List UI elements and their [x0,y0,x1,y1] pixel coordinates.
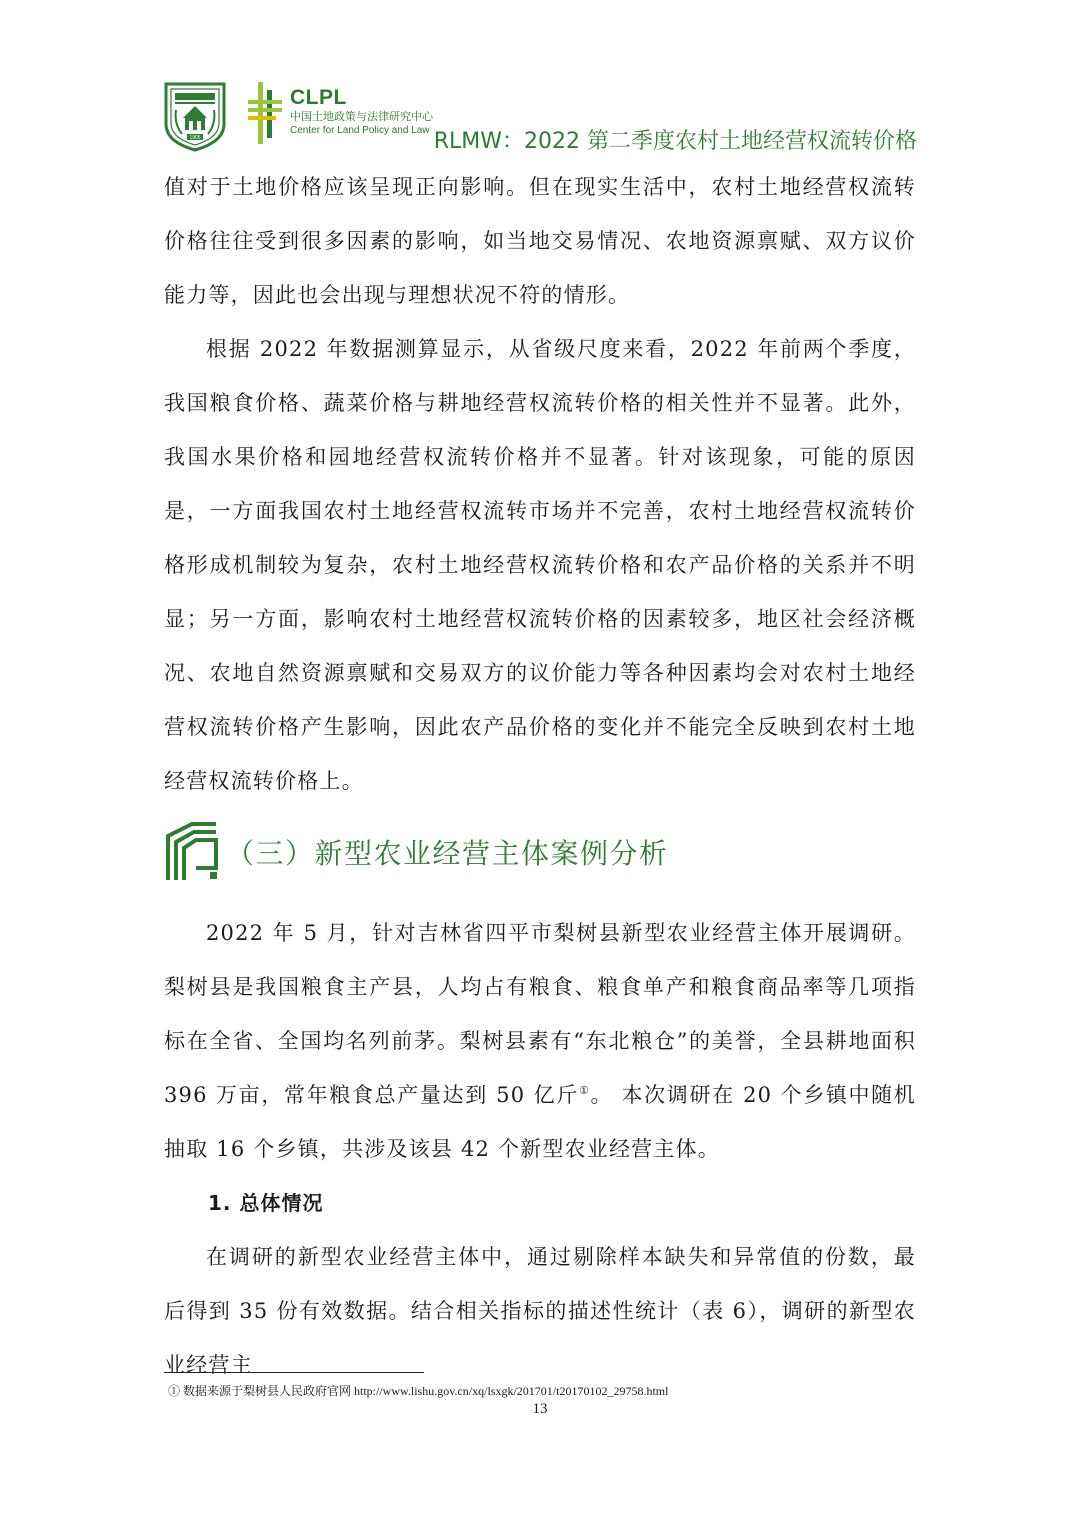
document-body [164,160,916,1392]
section-marker-icon [164,822,220,882]
clpl-mark-icon [246,80,286,146]
clpl-abbr: CLPL [290,86,347,109]
footnote-ref[interactable]: ① [578,1084,591,1097]
intro-text: 2022 年 5 月，针对吉林省四平市梨树县新型农业经营主体开展调研。梨树县是我国粮食主产县，人均占有粮食、粮食单产和粮食商品率等几项指标在全省、全国均名列前茅。梨树县素有“东北粮仓”的美誉，全县耕地面积 396 万亩，常年粮食总产量达到 50 亿斤 [164,921,916,1107]
paragraph: 值对于土地价格应该呈现正向影响。但在现实生活中，农村土地经营权流转价格往往受到很多因素的影响，如当地交易情况、农地资源禀赋、双方议价能力等，因此也会出现与理想状况不符的情形。 [164,175,916,307]
clpl-chinese-name: 中国土地政策与法律研究中心 [290,111,433,123]
paragraph: 在调研的新型农业经营主体中，通过剔除样本缺失和异常值的份数，最后得到 35 份有效数据。结合相关指标的描述性统计（表 6），调研的新型农业经营主 [164,1245,916,1377]
clpl-english-name: Center for Land Policy and Law [290,125,430,136]
section-title: （三）新型农业经营主体案例分析 [226,837,669,870]
page-number: 13 [532,1401,548,1417]
section-heading [164,812,916,906]
subsection-title: 1. 总体情况 [208,1191,324,1215]
university-emblem-icon [160,80,230,152]
paragraph: 根据 2022 年数据测算显示，从省级尺度来看，2022 年前两个季度，我国粮食价格、蔬菜价格与耕地经营权流转价格的相关性并不显著。此外，我国水果价格和园地经营权流转价格并不显著。针对该现象，可能的原因是，一方面我国农村土地经营权流转市场并不完善，农村土地经营权流转价格形成机制较为复杂，农村土地经营权流转价格和农产品价格的关系并不明显；另一方面，影响农村土地经营权流转价格的因素较多，地区社会经济概况、农地自然资源禀赋和交易双方的议价能力等各种因素均会对农村土地经营权流转价格产生影响，因此农产品价格的变化并不能完全反映到农村土地经营权流转价格上。 [164,337,916,793]
university-founding-year: 1905 [189,135,201,141]
header-title: RLMW：2022 第二季度农村土地经营权流转价格 [433,129,917,154]
paragraph [164,906,916,1176]
intro-text-continued: 。 本次调研在 20 个乡镇中随机抽取 16 个乡镇，共涉及该县 42 个新型农业经营主体。 [164,1083,917,1161]
footnote-divider [164,1372,424,1373]
clpl-logo [246,80,433,146]
page-header [0,0,1080,160]
footnote: ① 数据来源于梨树县人民政府官网 http://www.lishu.gov.cn/xq/lsxgk/201701/t20170102_29758.html [168,1384,669,1398]
